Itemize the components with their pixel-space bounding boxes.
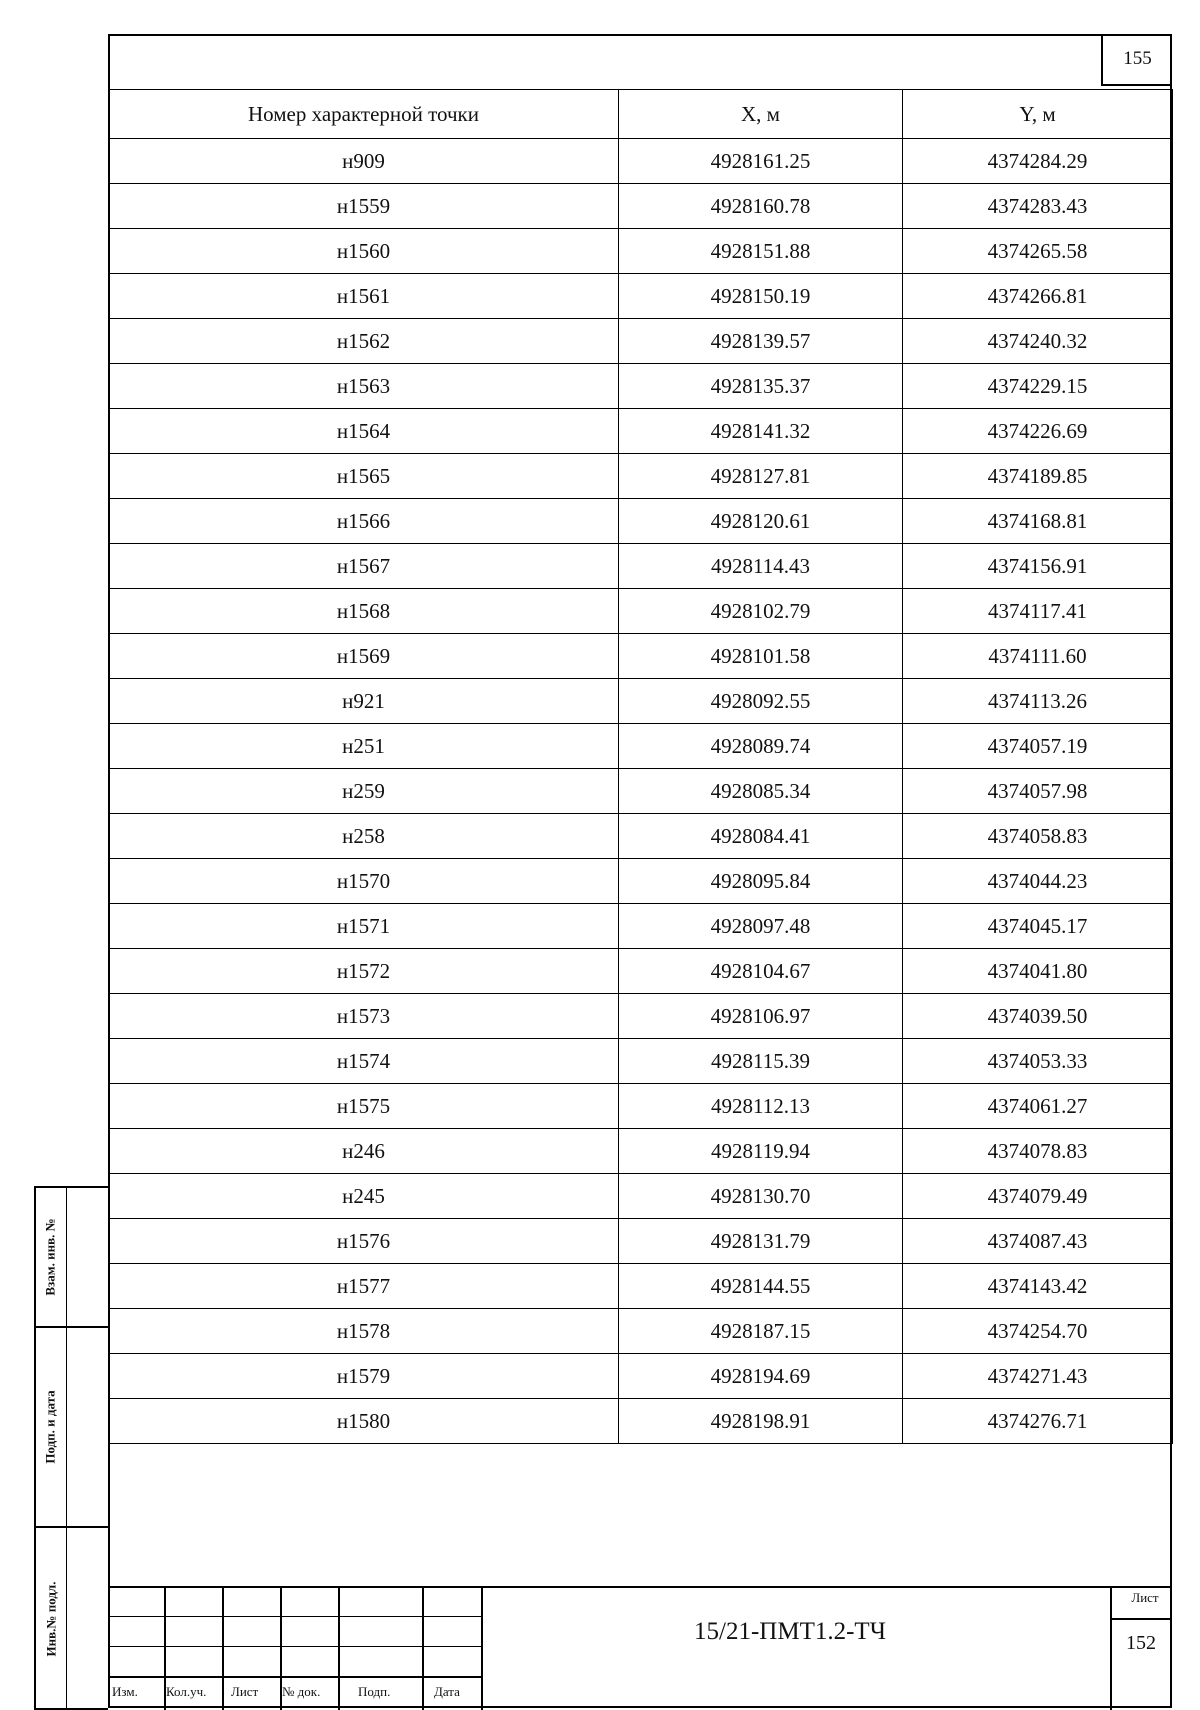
x-coordinate-cell: 4928092.55 (619, 679, 903, 724)
x-coordinate-cell: 4928151.88 (619, 229, 903, 274)
point-number-cell: н1560 (109, 229, 619, 274)
point-number-cell: н245 (109, 1174, 619, 1219)
y-coordinate-cell: 4374271.43 (903, 1354, 1173, 1399)
page-number: 155 (1101, 34, 1172, 86)
column-header-y: Y, м (903, 90, 1173, 139)
side-stamp (34, 1186, 108, 1710)
y-coordinate-cell: 4374168.81 (903, 499, 1173, 544)
point-number-cell: н1567 (109, 544, 619, 589)
point-number-cell: н1559 (109, 184, 619, 229)
table-row (109, 364, 1173, 409)
tb-header-kol-uch: Кол.уч. (166, 1684, 207, 1699)
table-row (109, 274, 1173, 319)
x-coordinate-cell: 4928104.67 (619, 949, 903, 994)
x-coordinate-cell: 4928085.34 (619, 769, 903, 814)
y-coordinate-cell: 4374039.50 (903, 994, 1173, 1039)
point-number-cell: н1580 (109, 1399, 619, 1444)
x-coordinate-cell: 4928194.69 (619, 1354, 903, 1399)
y-coordinate-cell: 4374283.43 (903, 184, 1173, 229)
x-coordinate-cell: 4928139.57 (619, 319, 903, 364)
x-coordinate-cell: 4928102.79 (619, 589, 903, 634)
x-coordinate-cell: 4928084.41 (619, 814, 903, 859)
point-number-cell: н1570 (109, 859, 619, 904)
table-row (109, 769, 1173, 814)
table-row (109, 679, 1173, 724)
y-coordinate-cell: 4374254.70 (903, 1309, 1173, 1354)
table-row (109, 949, 1173, 994)
x-coordinate-cell: 4928097.48 (619, 904, 903, 949)
y-coordinate-cell: 4374276.71 (903, 1399, 1173, 1444)
table-row (109, 139, 1173, 184)
document-code: 15/21-ПМТ1.2-ТЧ (694, 1618, 886, 1645)
side-stamp-cell (36, 1188, 108, 1328)
y-coordinate-cell: 4374111.60 (903, 634, 1173, 679)
x-coordinate-cell: 4928115.39 (619, 1039, 903, 1084)
point-number-cell: н1578 (109, 1309, 619, 1354)
point-number-cell: н259 (109, 769, 619, 814)
table-row (109, 184, 1173, 229)
table-row (109, 1129, 1173, 1174)
point-number-cell: н1562 (109, 319, 619, 364)
point-number-cell: н1569 (109, 634, 619, 679)
side-stamp-cell (36, 1528, 108, 1710)
y-coordinate-cell: 4374045.17 (903, 904, 1173, 949)
x-coordinate-cell: 4928095.84 (619, 859, 903, 904)
y-coordinate-cell: 4374240.32 (903, 319, 1173, 364)
point-number-cell: н1571 (109, 904, 619, 949)
table-row (109, 724, 1173, 769)
column-header-point: Номер характерной точки (109, 90, 619, 139)
y-coordinate-cell: 4374041.80 (903, 949, 1173, 994)
table-row (109, 409, 1173, 454)
point-number-cell: н1563 (109, 364, 619, 409)
side-label-replacement-inv: Взам. инв. № (43, 1218, 59, 1296)
tb-header-list: Лист (231, 1684, 259, 1699)
table-row (109, 994, 1173, 1039)
x-coordinate-cell: 4928114.43 (619, 544, 903, 589)
x-coordinate-cell: 4928141.32 (619, 409, 903, 454)
point-number-cell: н1575 (109, 1084, 619, 1129)
table-row (109, 904, 1173, 949)
x-coordinate-cell: 4928161.25 (619, 139, 903, 184)
x-coordinate-cell: 4928198.91 (619, 1399, 903, 1444)
point-number-cell: н921 (109, 679, 619, 724)
x-coordinate-cell: 4928101.58 (619, 634, 903, 679)
point-number-cell: н1573 (109, 994, 619, 1039)
table-row (109, 499, 1173, 544)
y-coordinate-cell: 4374266.81 (903, 274, 1173, 319)
y-coordinate-cell: 4374053.33 (903, 1039, 1173, 1084)
x-coordinate-cell: 4928135.37 (619, 364, 903, 409)
x-coordinate-cell: 4928187.15 (619, 1309, 903, 1354)
y-coordinate-cell: 4374284.29 (903, 139, 1173, 184)
y-coordinate-cell: 4374079.49 (903, 1174, 1173, 1219)
y-coordinate-cell: 4374113.26 (903, 679, 1173, 724)
table-row (109, 1174, 1173, 1219)
table-row (109, 634, 1173, 679)
y-coordinate-cell: 4374058.83 (903, 814, 1173, 859)
tb-header-izm: Изм. (112, 1684, 138, 1699)
y-coordinate-cell: 4374117.41 (903, 589, 1173, 634)
table-header-row (109, 90, 1173, 139)
point-number-cell: н1565 (109, 454, 619, 499)
y-coordinate-cell: 4374087.43 (903, 1219, 1173, 1264)
point-number-cell: н258 (109, 814, 619, 859)
table-row (109, 1354, 1173, 1399)
point-number-cell: н1561 (109, 274, 619, 319)
x-coordinate-cell: 4928130.70 (619, 1174, 903, 1219)
table-row (109, 814, 1173, 859)
y-coordinate-cell: 4374189.85 (903, 454, 1173, 499)
table-row (109, 1039, 1173, 1084)
side-label-original-inv: Инв.№ подл. (43, 1581, 59, 1657)
table-row (109, 1399, 1173, 1444)
tb-header-signature: Подп. (358, 1684, 391, 1699)
tb-header-doc-no: № док. (282, 1684, 321, 1699)
y-coordinate-cell: 4374078.83 (903, 1129, 1173, 1174)
side-label-signature-date: Подп. и дата (43, 1390, 59, 1464)
y-coordinate-cell: 4374057.98 (903, 769, 1173, 814)
table-row (109, 1084, 1173, 1129)
point-number-cell: н1579 (109, 1354, 619, 1399)
x-coordinate-cell: 4928150.19 (619, 274, 903, 319)
y-coordinate-cell: 4374156.91 (903, 544, 1173, 589)
tb-header-date: Дата (434, 1684, 460, 1699)
point-number-cell: н251 (109, 724, 619, 769)
x-coordinate-cell: 4928127.81 (619, 454, 903, 499)
table-row (109, 1219, 1173, 1264)
point-number-cell: н1576 (109, 1219, 619, 1264)
y-coordinate-cell: 4374265.58 (903, 229, 1173, 274)
x-coordinate-cell: 4928160.78 (619, 184, 903, 229)
column-header-x: X, м (619, 90, 903, 139)
table-row (109, 1309, 1173, 1354)
side-stamp-cell (36, 1328, 108, 1528)
x-coordinate-cell: 4928120.61 (619, 499, 903, 544)
point-number-cell: н1574 (109, 1039, 619, 1084)
table-row (109, 859, 1173, 904)
y-coordinate-cell: 4374044.23 (903, 859, 1173, 904)
x-coordinate-cell: 4928119.94 (619, 1129, 903, 1174)
point-number-cell: н246 (109, 1129, 619, 1174)
y-coordinate-cell: 4374061.27 (903, 1084, 1173, 1129)
y-coordinate-cell: 4374226.69 (903, 409, 1173, 454)
point-number-cell: н1572 (109, 949, 619, 994)
x-coordinate-cell: 4928089.74 (619, 724, 903, 769)
y-coordinate-cell: 4374143.42 (903, 1264, 1173, 1309)
y-coordinate-cell: 4374057.19 (903, 724, 1173, 769)
x-coordinate-cell: 4928112.13 (619, 1084, 903, 1129)
sheet-number: 152 (1126, 1632, 1156, 1654)
table-row (109, 1264, 1173, 1309)
table-row (109, 229, 1173, 274)
point-number-cell: н1564 (109, 409, 619, 454)
table-row (109, 589, 1173, 634)
x-coordinate-cell: 4928131.79 (619, 1219, 903, 1264)
sheet-label: Лист (1131, 1590, 1159, 1605)
point-number-cell: н909 (109, 139, 619, 184)
point-number-cell: н1566 (109, 499, 619, 544)
coordinates-table (108, 89, 1173, 1444)
table-row (109, 544, 1173, 589)
y-coordinate-cell: 4374229.15 (903, 364, 1173, 409)
point-number-cell: н1577 (109, 1264, 619, 1309)
point-number-cell: н1568 (109, 589, 619, 634)
x-coordinate-cell: 4928144.55 (619, 1264, 903, 1309)
x-coordinate-cell: 4928106.97 (619, 994, 903, 1039)
table-row (109, 319, 1173, 364)
table-row (109, 454, 1173, 499)
